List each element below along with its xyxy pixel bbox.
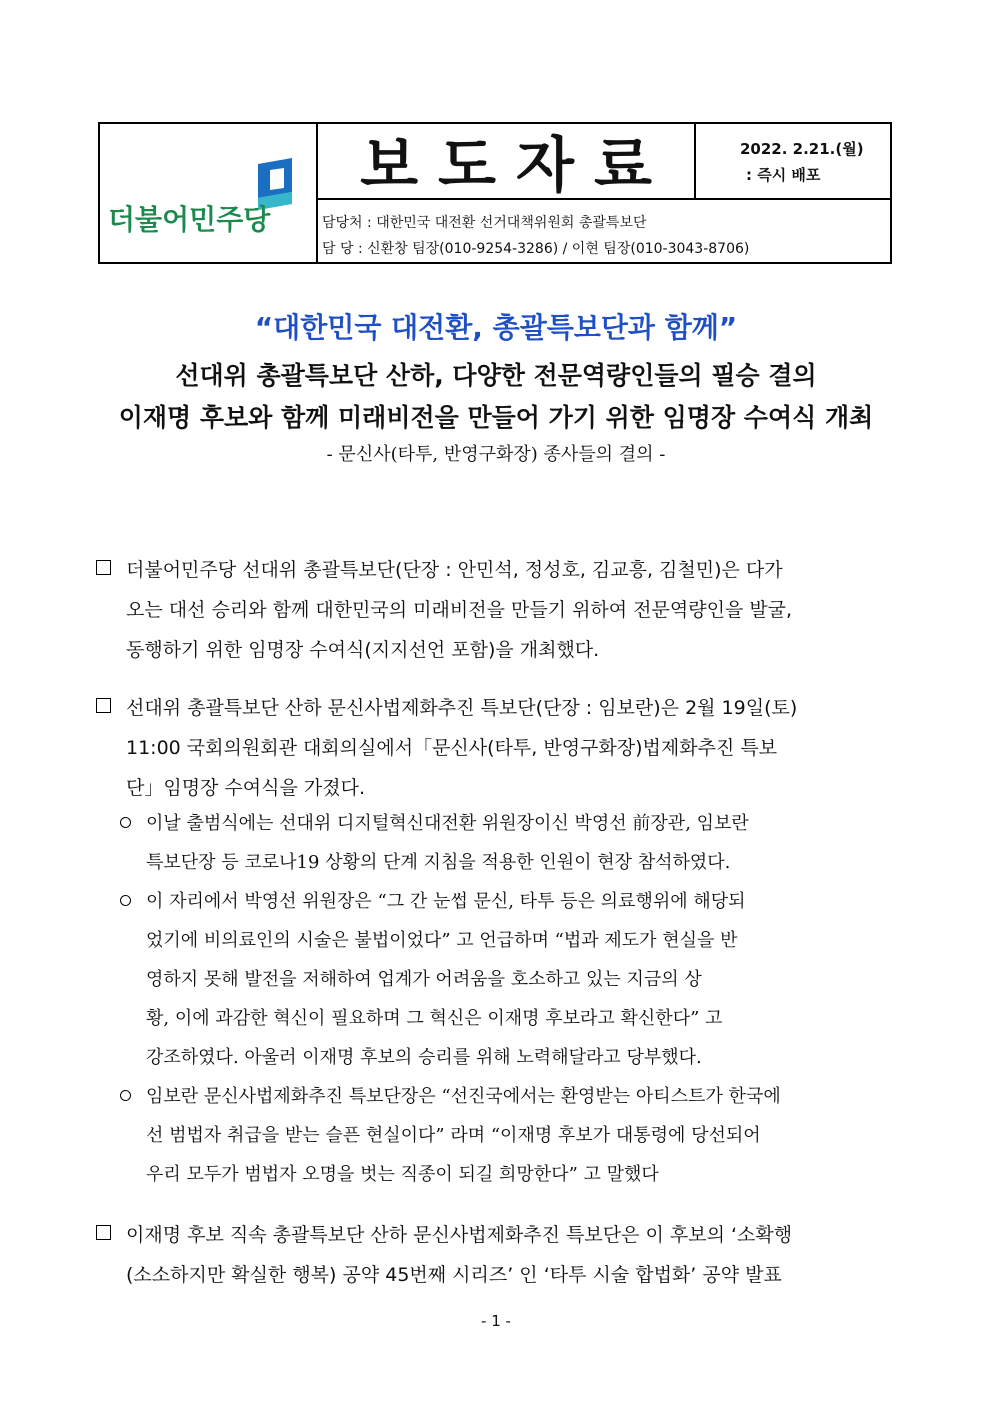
bullet-line: 강조하였다. 아울러 이재명 후보의 승리를 위해 노력해달라고 당부했다. bbox=[146, 1047, 702, 1068]
bullet-line: 영하지 못해 발전을 저해하여 업계가 어려움을 호소하고 있는 지금의 상 bbox=[146, 969, 702, 990]
bullet-line: 이 자리에서 박영선 위원장은 “그 간 눈썹 문신, 타투 등은 의료행위에 해당되 bbox=[146, 891, 746, 912]
subsubtitle: - 문신사(타투, 반영구화장) 종사들의 결의 - bbox=[326, 444, 666, 465]
release-date: 2022. 2.21.(월) bbox=[740, 140, 864, 158]
paragraph-line: 더불어민주당 선대위 총괄특보단(단장 : 안민석, 정성호, 김교흥, 김철민)은 다가 bbox=[126, 559, 783, 581]
subtitle-2: 이재명 후보와 함께 미래비전을 만들어 가기 위한 임명장 수여식 개최 bbox=[118, 403, 874, 432]
page-number: - 1 - bbox=[481, 1312, 511, 1330]
party-logo-cell bbox=[100, 124, 318, 262]
paragraph-line: 선대위 총괄특보단 산하 문신사법제화추진 특보단(단장 : 임보란)은 2월 19일(토) bbox=[126, 697, 798, 719]
checkbox-bullet-icon bbox=[96, 560, 111, 575]
bullet-line: 특보단장 등 코로나19 상황의 단계 지침을 적용한 인원이 현장 참석하였다. bbox=[146, 852, 731, 873]
circle-bullet-icon bbox=[120, 895, 131, 906]
paragraph-line: 오는 대선 승리와 함께 대한민국의 미래비전을 만들기 위하여 전문역량인을 발굴, bbox=[126, 599, 793, 621]
bullet-line: 이날 출범식에는 선대위 디지털혁신대전환 위원장이신 박영선 前장관, 임보란 bbox=[146, 813, 749, 834]
party-logo-text: 더불어민주당 bbox=[108, 203, 271, 236]
press-header-table bbox=[98, 122, 892, 264]
checkbox-bullet-icon bbox=[96, 698, 111, 713]
paragraph-line: (소소하지만 확실한 행복) 공약 45번째 시리즈’ 인 ‘타투 시술 합법화’ 공약 발표 bbox=[126, 1264, 782, 1286]
bullet-line: 임보란 문신사법제화추진 특보단장은 “선진국에서는 환영받는 아티스트가 한국에 bbox=[146, 1086, 781, 1107]
contact-persons: 담 당 : 신환창 팀장(010-9254-3286) / 이현 팀장(010-3043-8706) bbox=[322, 241, 750, 257]
paragraph-line: 이재명 후보 직속 총괄특보단 산하 문신사법제화추진 특보단은 이 후보의 ‘소확행 bbox=[126, 1224, 793, 1246]
bullet-line: 황, 이에 과감한 혁신이 필요하며 그 혁신은 이재명 후보라고 확신한다” 고 bbox=[146, 1008, 723, 1029]
press-release-title-cell bbox=[318, 124, 696, 200]
contact-cell bbox=[318, 200, 890, 262]
paragraph-line: 11:00 국회의원회관 대회의실에서「문신사(타투, 반영구화장)법제화추진 특보 bbox=[126, 737, 778, 759]
paragraph-line: 단」임명장 수여식을 가졌다. bbox=[126, 777, 366, 799]
press-release-title: 보도자료 bbox=[360, 131, 672, 201]
release-timing: : 즉시 배포 bbox=[746, 166, 821, 184]
circle-bullet-icon bbox=[120, 1090, 131, 1101]
circle-bullet-icon bbox=[120, 817, 131, 828]
bullet-line: 우리 모두가 범법자 오명을 벗는 직종이 되길 희망한다” 고 말했다 bbox=[146, 1164, 659, 1185]
contact-department: 담당처 : 대한민국 대전환 선거대책위원회 총괄특보단 bbox=[322, 215, 647, 231]
subtitle-1: 선대위 총괄특보단 산하, 다양한 전문역량인들의 필승 결의 bbox=[175, 361, 817, 390]
bullet-line: 선 범법자 취급을 받는 슬픈 현실이다” 라며 “이재명 후보가 대통령에 당선되어 bbox=[146, 1125, 761, 1146]
release-date-cell bbox=[696, 124, 890, 200]
bullet-line: 었기에 비의료인의 시술은 불법이었다” 고 언급하며 “법과 제도가 현실을 반 bbox=[146, 930, 738, 951]
headline: “대한민국 대전환, 총괄특보단과 함께” bbox=[254, 311, 738, 344]
paragraph-line: 동행하기 위한 임명장 수여식(지지선언 포함)을 개최했다. bbox=[126, 639, 600, 661]
checkbox-bullet-icon bbox=[96, 1225, 111, 1240]
